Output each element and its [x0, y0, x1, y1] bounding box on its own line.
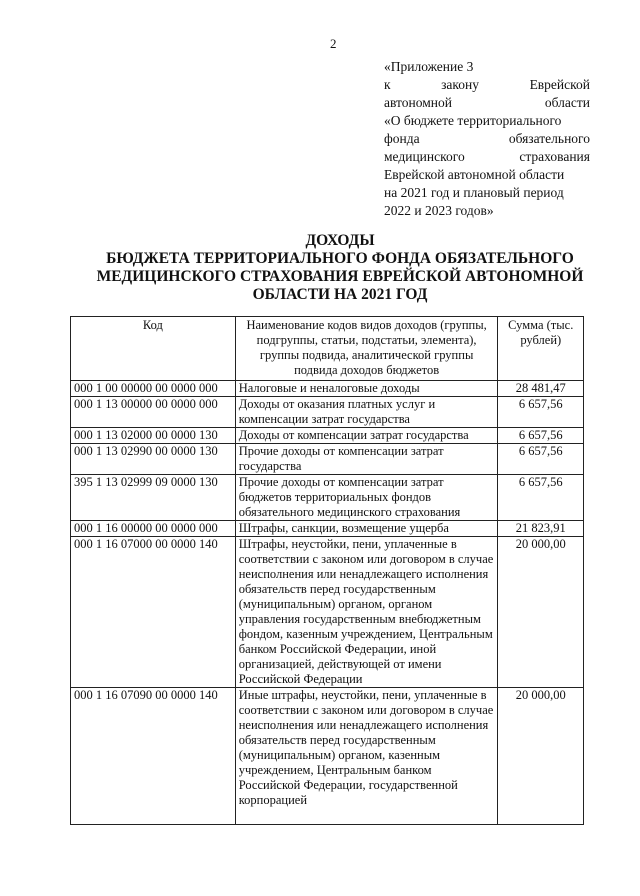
- appendix-line: «О бюджете территориального: [384, 113, 562, 128]
- appendix-line: на 2021 год и плановый период: [384, 185, 564, 200]
- appendix-word: фонда: [384, 131, 420, 146]
- sum-cell: 6 657,56: [498, 428, 584, 444]
- sum-cell: 20 000,00: [498, 688, 584, 825]
- appendix-line: 2022 и 2023 годов»: [384, 203, 494, 218]
- header-code: Код: [71, 317, 236, 381]
- appendix-word: страхования: [519, 149, 590, 164]
- table-header-row: [71, 317, 584, 381]
- title-line: БЮДЖЕТА ТЕРРИТОРИАЛЬНОГО ФОНДА ОБЯЗАТЕЛЬНОГО: [106, 250, 574, 267]
- appendix-word: к: [384, 77, 391, 92]
- sum-cell: 6 657,56: [498, 444, 584, 475]
- name-cell: Штрафы, неустойки, пени, уплаченные в соответствии с законом или договором в случае неисполнения или ненадлежащего исполнения обязательств перед государственным (муниципальным) органом, органом управления государственным внебюджетным фондом, казенным учреждением, Центральным банком Российской Федерации, иной организацией, действующей от имени Российской Федерации: [235, 537, 498, 688]
- appendix-line: [384, 130, 590, 148]
- code-cell: 000 1 16 07000 00 0000 140: [71, 537, 236, 688]
- sum-cell: 6 657,56: [498, 475, 584, 521]
- appendix-header: [384, 58, 590, 220]
- sum-cell: 28 481,47: [498, 381, 584, 397]
- title-line: ОБЛАСТИ НА 2021 ГОД: [252, 286, 428, 303]
- title-line: МЕДИЦИНСКОГО СТРАХОВАНИЯ ЕВРЕЙСКОЙ АВТОНОМНОЙ: [96, 268, 584, 285]
- table-row: [71, 521, 584, 537]
- appendix-word: области: [544, 95, 590, 110]
- name-cell: Прочие доходы от компенсации затрат государства: [235, 444, 498, 475]
- appendix-line: [384, 76, 590, 94]
- code-cell: 000 1 13 00000 00 0000 000: [71, 397, 236, 428]
- table-row: [71, 537, 584, 688]
- code-cell: 000 1 16 07090 00 0000 140: [71, 688, 236, 825]
- appendix-line: [384, 148, 590, 166]
- table-row: [71, 444, 584, 475]
- sum-cell: 21 823,91: [498, 521, 584, 537]
- appendix-word: автономной: [384, 95, 452, 110]
- sum-cell: 20 000,00: [498, 537, 584, 688]
- code-cell: 000 1 13 02990 00 0000 130: [71, 444, 236, 475]
- table-row: [71, 475, 584, 521]
- document-title: [90, 232, 590, 304]
- appendix-line: [384, 94, 590, 112]
- name-cell: Иные штрафы, неустойки, пени, уплаченные в соответствии с законом или договором в случае неисполнения или ненадлежащего исполнения обязательств перед государственным (муниципальным) органом, казенным учреждением, Центральным банком Российской Федерации, государственной корпорацией: [235, 688, 498, 825]
- table-row: [71, 381, 584, 397]
- table-row: [71, 397, 584, 428]
- code-cell: 395 1 13 02999 09 0000 130: [71, 475, 236, 521]
- header-sum: Сумма (тыс. рублей): [498, 317, 584, 381]
- appendix-line: Еврейской автономной области: [384, 167, 565, 182]
- name-cell: Доходы от компенсации затрат государства: [235, 428, 498, 444]
- appendix-word: обязательного: [508, 131, 590, 146]
- sum-cell: 6 657,56: [498, 397, 584, 428]
- code-cell: 000 1 00 00000 00 0000 000: [71, 381, 236, 397]
- appendix-word: закону: [441, 77, 480, 92]
- code-cell: 000 1 16 00000 00 0000 000: [71, 521, 236, 537]
- code-cell: 000 1 13 02000 00 0000 130: [71, 428, 236, 444]
- page-number: 2: [330, 36, 337, 51]
- title-line: ДОХОДЫ: [305, 232, 375, 249]
- appendix-word: медицинского: [384, 149, 465, 164]
- appendix-word: Еврейской: [529, 77, 590, 92]
- appendix-line: «Приложение 3: [384, 59, 474, 74]
- name-cell: Прочие доходы от компенсации затрат бюджетов территориальных фондов обязательного медицинского страхования: [235, 475, 498, 521]
- name-cell: Штрафы, санкции, возмещение ущерба: [235, 521, 498, 537]
- income-table: [70, 316, 584, 825]
- header-name: Наименование кодов видов доходов (группы, подгруппы, статьи, подстатьи, элемента), группы подвида, аналитической группы подвида доходов бюджетов: [235, 317, 498, 381]
- table-row: [71, 688, 584, 825]
- name-cell: Доходы от оказания платных услуг и компенсации затрат государства: [235, 397, 498, 428]
- name-cell: Налоговые и неналоговые доходы: [235, 381, 498, 397]
- table-row: [71, 428, 584, 444]
